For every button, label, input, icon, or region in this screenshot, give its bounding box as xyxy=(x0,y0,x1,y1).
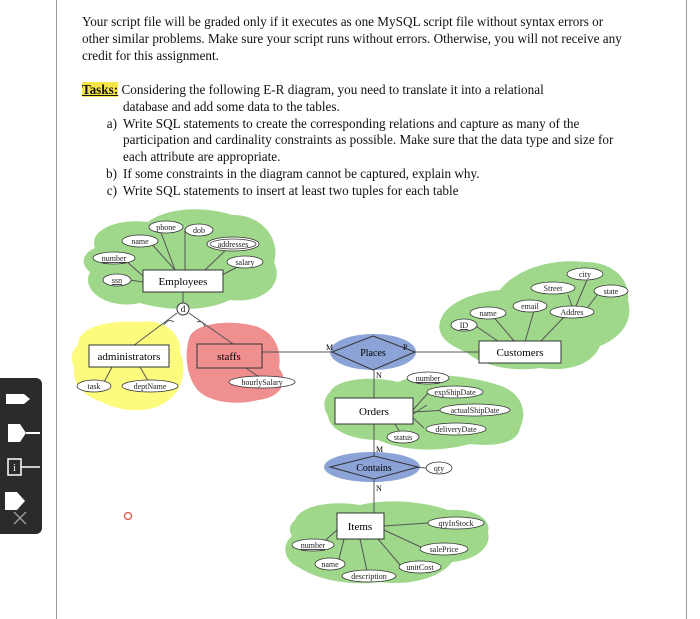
name-label: name xyxy=(131,237,149,246)
highlighter-tool[interactable] xyxy=(0,416,42,450)
expShipDate-label: expShipDate xyxy=(434,388,476,397)
staffs-entity: staffs xyxy=(217,351,241,363)
tasks-text-continued: database and add some data to the tables. xyxy=(123,98,340,114)
cardinality-contains-up: M xyxy=(376,445,384,454)
cardinality-contains-down: N xyxy=(376,484,382,493)
task-label: b) xyxy=(106,166,117,182)
ssn-label: ssn xyxy=(111,276,123,285)
places-relationship: Places xyxy=(360,348,386,359)
svg-text:i: i xyxy=(13,463,16,474)
intro-paragraph: Your script file will be graded only if it executes as one MySQL script file without syntax errors or other similar problems. Make sure your script runs without errors. Otherwise, you will not receive any credit for this assignment. xyxy=(82,14,622,63)
highlighter-icon xyxy=(0,416,42,450)
contains-relationship: Contains xyxy=(356,463,392,474)
task-text: Write SQL statements to insert at least two tuples for each table xyxy=(123,183,459,199)
subset-arc-right xyxy=(197,322,205,327)
item-name-label: name xyxy=(321,560,339,569)
address-label: Addres xyxy=(560,308,584,317)
tasks-label: Tasks: xyxy=(82,81,119,97)
pen-tool[interactable] xyxy=(0,382,42,416)
state-label: state xyxy=(603,287,619,296)
deliveryDate-label: deliveryDate xyxy=(435,425,477,434)
task-label: c) xyxy=(106,183,117,199)
cust-name-label: name xyxy=(479,309,497,318)
qtyInStock-label: qtyInStock xyxy=(438,519,474,528)
disjoint-label: d xyxy=(180,304,186,314)
task-label: task xyxy=(87,382,101,391)
order-number-label: number xyxy=(415,374,441,383)
id-label: ID xyxy=(459,321,469,330)
annotation-toolbar xyxy=(0,378,42,534)
tasks-text: Considering the following E-R diagram, you need to translate it into a relational xyxy=(118,81,544,97)
unitCost-label: unitCost xyxy=(406,563,434,572)
qty-label: qty xyxy=(433,464,445,473)
salary-label: salary xyxy=(235,258,255,267)
city-label: city xyxy=(579,270,591,279)
pen-icon xyxy=(0,382,42,416)
employees-entity: Employees xyxy=(158,276,208,288)
text-tool[interactable] xyxy=(0,450,42,484)
cursor-ring xyxy=(125,513,132,520)
deptName-label: deptName xyxy=(133,382,167,391)
status-label: status xyxy=(393,433,413,442)
task-text: If some constraints in the diagram cannot be captured, explain why. xyxy=(123,166,480,182)
customers-entity: Customers xyxy=(496,347,544,359)
item-number-label: number xyxy=(300,541,326,550)
description-label: description xyxy=(351,572,387,581)
close-icon xyxy=(0,504,42,534)
number-label: number xyxy=(101,254,127,263)
items-entity: Items xyxy=(347,521,373,533)
cardinality-places-left: M xyxy=(326,343,334,352)
email-label: email xyxy=(521,302,539,311)
cardinality-places-down: N xyxy=(376,371,382,380)
addresses-label: addresses xyxy=(217,240,249,249)
hourlySalary-label: hourlySalary xyxy=(241,378,283,387)
text-box-icon xyxy=(0,450,42,484)
close-tool[interactable] xyxy=(0,504,42,538)
dob-label: dob xyxy=(193,226,205,235)
phone-label: phone xyxy=(156,223,176,232)
salePrice-label: salePrice xyxy=(429,545,459,554)
actualShipDate-label: actualShipDate xyxy=(450,406,500,415)
task-text: Write SQL statements to create the corresponding relations and capture as many of the participation and cardinality constraints as possible. Make sure that the data type and size for each attribute are appropriate. xyxy=(123,115,614,165)
street-label: Street xyxy=(543,284,563,293)
orders-entity: Orders xyxy=(359,406,389,418)
task-label: a) xyxy=(106,115,117,131)
administrators-entity: administrators xyxy=(97,351,161,363)
cardinality-places-right: P xyxy=(403,343,408,352)
